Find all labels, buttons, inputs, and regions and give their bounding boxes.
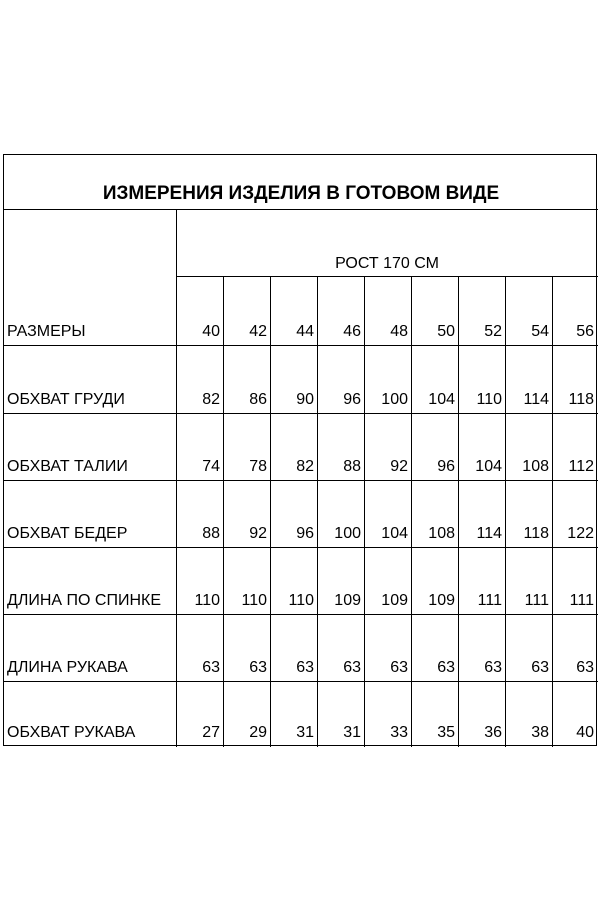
table-title: ИЗМЕРЕНИЯ ИЗДЕЛИЯ В ГОТОВОМ ВИДЕ [102,183,500,204]
row-label: ОБХВАТ ТАЛИИ [7,458,128,475]
table-cell: 78 [249,458,267,475]
table-cell: 31 [296,724,314,741]
table-cell: 42 [249,323,267,340]
table-cell: 50 [437,323,455,340]
table-cell: 110 [288,592,314,609]
grid-line [4,345,598,346]
row-label: ОБХВАТ ГРУДИ [7,391,125,408]
table-cell: 118 [568,391,594,408]
table-cell: 104 [381,525,408,542]
table-cell: 104 [428,391,455,408]
table-cell: 33 [390,724,408,741]
table-cell: 27 [202,724,220,741]
table-cell: 114 [476,525,502,542]
table-cell: 96 [343,391,361,408]
table-cell: 96 [437,458,455,475]
row-label: ДЛИНА РУКАВА [7,659,128,676]
table-cell: 31 [343,724,361,741]
table-cell: 63 [484,659,502,676]
table-cell: 108 [428,525,455,542]
row-label: ОБХВАТ РУКАВА [7,724,136,741]
table-cell: 112 [568,458,594,475]
row-label: РАЗМЕРЫ [7,323,86,340]
table-cell: 40 [576,724,594,741]
table-cell: 104 [475,458,502,475]
table-cell: 52 [484,323,502,340]
table-cell: 63 [249,659,267,676]
table-cell: 88 [202,525,220,542]
table-cell: 92 [390,458,408,475]
table-cell: 63 [576,659,594,676]
table-cell: 63 [437,659,455,676]
table-cell: 56 [576,323,594,340]
grid-line [176,276,598,277]
table-cell: 48 [390,323,408,340]
table-cell: 40 [202,323,220,340]
table-cell: 38 [531,724,549,741]
table-cell: 46 [343,323,361,340]
grid-line [4,480,598,481]
table-cell: 109 [334,592,361,609]
grid-line [4,547,598,548]
table-cell: 35 [437,724,455,741]
table-cell: 110 [241,592,267,609]
size-chart-table [3,154,597,746]
table-cell: 109 [428,592,455,609]
grid-line [4,681,598,682]
table-cell: 82 [202,391,220,408]
table-cell: 110 [194,592,220,609]
table-cell: 88 [343,458,361,475]
table-cell: 82 [296,458,314,475]
table-cell: 74 [202,458,220,475]
table-cell: 111 [524,592,549,609]
row-label: ОБХВАТ БЕДЕР [7,525,128,542]
grid-line [4,614,598,615]
table-cell: 36 [484,724,502,741]
table-cell: 108 [522,458,549,475]
table-cell: 63 [343,659,361,676]
table-cell: 114 [523,391,549,408]
table-cell: 100 [381,391,408,408]
table-cell: 54 [531,323,549,340]
table-cell: 86 [249,391,267,408]
height-label: РОСТ 170 СМ [335,255,439,272]
grid-line [4,209,598,210]
table-cell: 100 [334,525,361,542]
table-cell: 118 [523,525,549,542]
table-cell: 122 [567,525,594,542]
table-cell: 96 [296,525,314,542]
table-cell: 63 [531,659,549,676]
table-cell: 111 [569,592,594,609]
table-cell: 29 [249,724,267,741]
table-cell: 90 [296,391,314,408]
table-cell: 63 [202,659,220,676]
table-cell: 44 [296,323,314,340]
table-cell: 63 [390,659,408,676]
table-cell: 63 [296,659,314,676]
table-cell: 110 [476,391,502,408]
table-cell: 111 [477,592,502,609]
row-label: ДЛИНА ПО СПИНКЕ [7,592,161,609]
grid-line [4,413,598,414]
table-cell: 109 [381,592,408,609]
table-cell: 92 [249,525,267,542]
